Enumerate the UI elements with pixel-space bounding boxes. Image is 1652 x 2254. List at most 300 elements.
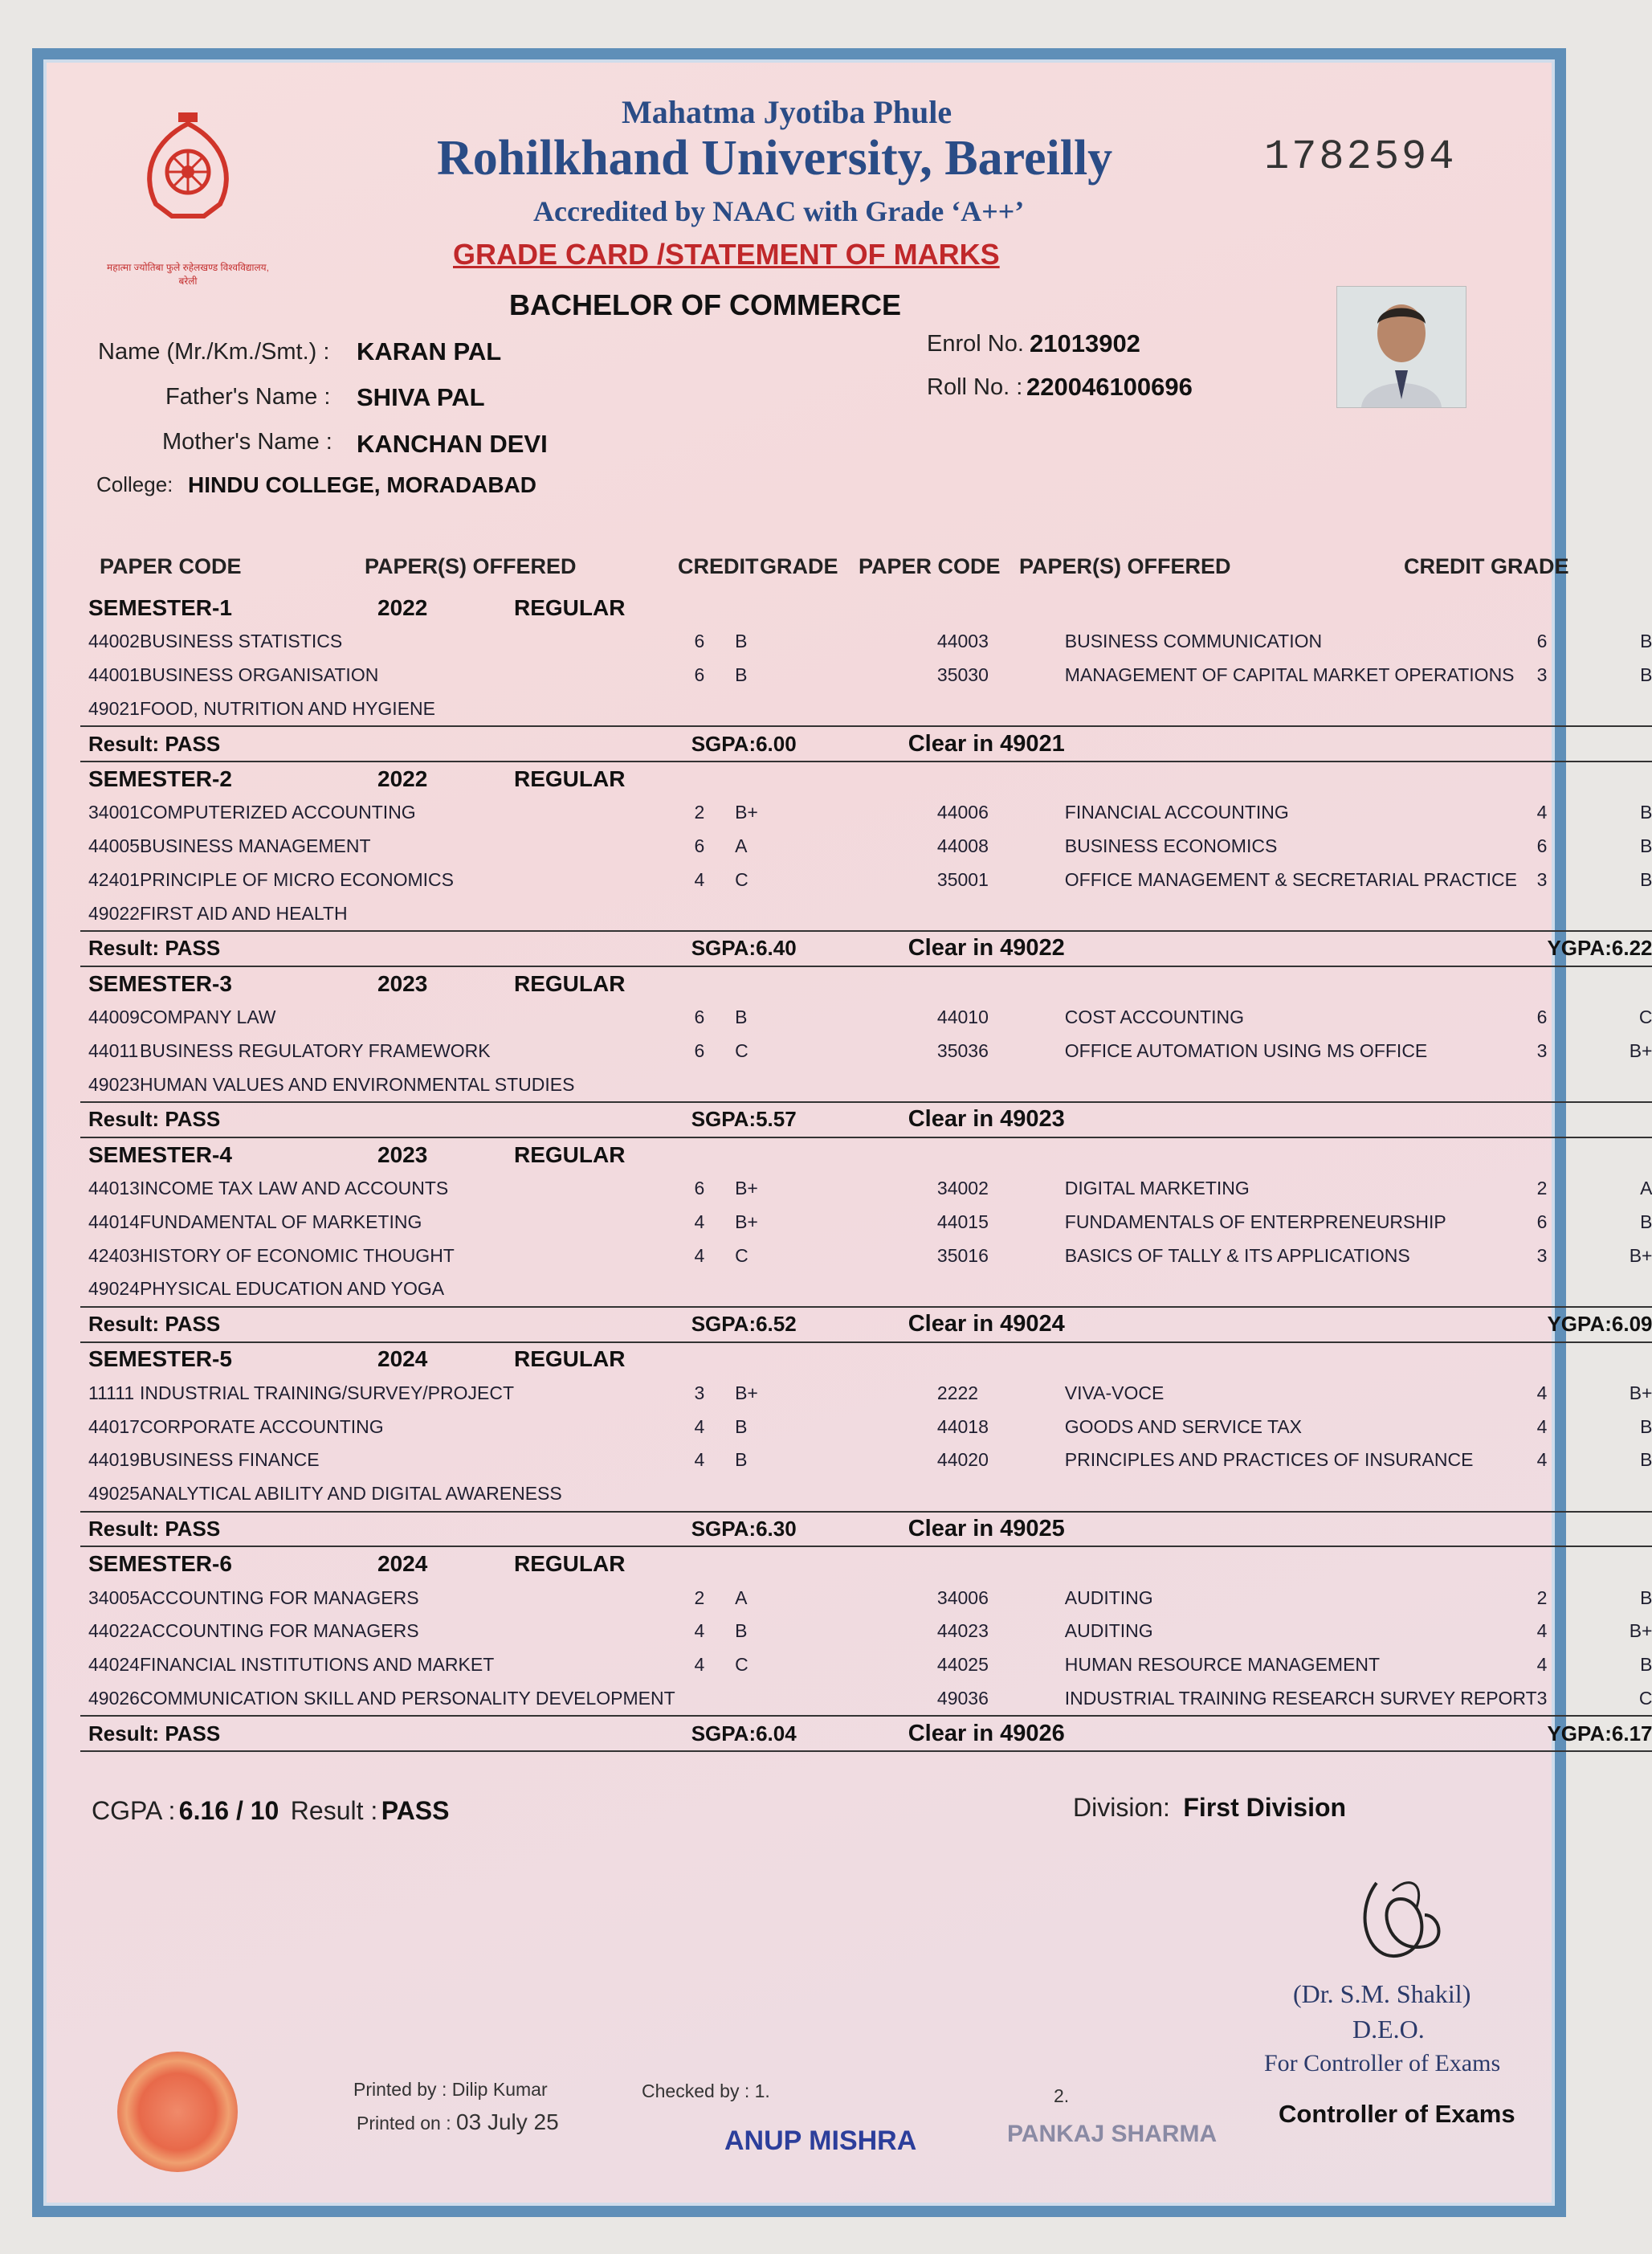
paper-name-2 [1065,1068,1537,1102]
paper-credit: 6 [694,1006,705,1027]
paper-grade-2: B+ [1629,1620,1652,1642]
serial-number: 1782594 [1264,133,1457,181]
university-name: Rohilkhand University, Bareilly [437,131,1113,186]
result-text: Result: PASS [80,1716,675,1751]
checker-2: PANKAJ SHARMA [1007,2121,1218,2147]
deo-for: For Controller of Exams [1264,2050,1501,2076]
paper-credit-2: 3 [1536,868,1548,890]
semester-result [80,931,1652,966]
university-seal [117,2052,238,2172]
paper-name: BUSINESS MANAGEMENT [139,835,371,856]
semester-header-filler [675,1137,1652,1172]
semester-header-filler [675,591,1652,625]
deo-title: D.E.O. [1352,2015,1425,2044]
semester-name [80,591,675,625]
name-label: Name (Mr./Km./Smt.) : [98,339,330,365]
result-label: Result : [290,1796,378,1825]
paper-row [80,1477,1652,1512]
result-text: Result: PASS [80,1307,675,1342]
paper-name: BUSINESS FINANCE [139,1449,320,1471]
college-name: HINDU COLLEGE, MORADABAD [188,472,536,497]
paper-row [80,1682,1652,1717]
paper-row [80,1581,1652,1615]
paper-grade-2 [1547,896,1652,931]
paper-name: CORPORATE ACCOUNTING [139,1415,384,1437]
checked-by: Checked by : 1. [642,2080,770,2101]
paper-credit-2 [1537,1068,1548,1102]
paper-grade-2: B [1640,1415,1652,1437]
paper-grade: B [735,664,748,685]
col-papers-offered-2: PAPER(S) OFFERED [1019,554,1231,578]
paper-name-2: DIGITAL MARKETING [1064,1177,1250,1198]
header-line1: Mahatma Jyotiba Phule [622,94,952,130]
cgpa-block [92,1796,449,1826]
roll-number: 220046100696 [1026,373,1193,401]
result-filler [1065,1102,1548,1137]
semester-name [80,1546,675,1581]
paper-name-2: VIVA-VOCE [1064,1382,1165,1403]
semester-result [80,1307,1652,1342]
semester-type: REGULAR [514,1551,626,1577]
paper-credit-2: 3 [1536,664,1548,685]
semester-name-text: SEMESTER-5 [88,1346,232,1372]
paper-grade-2: B [1640,1211,1652,1232]
paper-row [80,796,1652,830]
cgpa-label: CGPA : [92,1796,176,1825]
paper-code-2 [937,692,1065,726]
semester-name [80,1137,675,1172]
paper-code-2: 34002 [936,1177,989,1198]
paper-code: 44017 [88,1415,140,1437]
semester-name [80,966,675,1001]
ygpa-value [1547,1512,1652,1547]
paper-code-2: 44018 [936,1415,989,1437]
paper-grade-2: B [1640,664,1652,685]
paper-name: COMPANY LAW [139,1006,276,1027]
paper-grade-2: B [1640,631,1652,652]
semester-name-text: SEMESTER-2 [88,766,232,791]
paper-name-2: HUMAN RESOURCE MANAGEMENT [1064,1654,1381,1676]
paper-name-2: PRINCIPLES AND PRACTICES OF INSURANCE [1064,1449,1474,1471]
paper-credit: 4 [694,1654,705,1676]
clear-in: Clear in 49024 [908,1311,1065,1337]
col-credit-grade-2: CREDIT GRADE [1404,554,1569,578]
paper-grade-2: B+ [1629,1382,1652,1403]
paper-code: 44002 [88,631,140,652]
division-value: First Division [1183,1793,1347,1822]
paper-credit [675,1477,724,1512]
col-credit: CREDIT [678,554,759,578]
semester-name-text: SEMESTER-3 [88,970,232,996]
paper-credit-2: 6 [1536,631,1548,652]
clear-in: Clear in 49021 [908,730,1065,757]
paper-grade-2 [1547,692,1652,726]
sgpa-value: SGPA:6.52 [691,1312,797,1337]
semester-year: 2023 [377,970,428,996]
paper-code: 42401 [88,868,140,890]
paper-row [80,1376,1652,1410]
semester-result [80,1716,1652,1751]
paper-credit-2: 6 [1536,835,1548,856]
ygpa-value: YGPA:6.09 [1547,1307,1652,1342]
result-text: Result: PASS [80,1512,675,1547]
paper-row [80,692,1652,726]
paper-name-2: AUDITING [1064,1586,1153,1608]
paper-name-2: GOODS AND SERVICE TAX [1064,1415,1303,1437]
logo-caption: महात्मा ज्योतिबा फुले रुहेलखण्ड विश्वविद्यालय, बरेली [107,262,269,287]
checker-1: ANUP MISHRA [724,2125,917,2156]
final-result: PASS [381,1796,450,1825]
paper-name: ANALYTICAL ABILITY AND DIGITAL AWARENESS [139,1483,562,1505]
paper-code-2: 2222 [936,1382,979,1403]
paper-name-2: MANAGEMENT OF CAPITAL MARKET OPERATIONS [1064,664,1515,685]
paper-credit-2 [1537,1477,1548,1512]
paper-credit: 6 [694,631,705,652]
paper-grade-2: B [1640,868,1652,890]
sgpa-value: SGPA:6.04 [691,1721,797,1746]
paper-credit-2 [1537,1272,1548,1307]
paper-name: INCOME TAX LAW AND ACCOUNTS [139,1177,449,1198]
paper-code: 42403 [88,1244,140,1266]
sgpa-value: SGPA:6.00 [691,731,797,756]
result-filler [1065,1307,1548,1342]
paper-name: FINANCIAL INSTITUTIONS AND MARKET [139,1654,495,1676]
paper-credit [675,1068,724,1102]
paper-code: 49024 [88,1278,140,1300]
paper-code: 44013 [88,1177,140,1198]
paper-code-2: 44010 [936,1006,989,1027]
paper-code-2: 44015 [936,1211,989,1232]
paper-code: 34005 [88,1586,140,1608]
paper-code: 44005 [88,835,140,856]
result-text: Result: PASS [80,1102,675,1137]
paper-grade: B [735,1006,748,1027]
semester-header [80,762,1652,796]
paper-code-2: 44006 [936,802,989,823]
paper-grade: A [735,1586,748,1608]
paper-grade-2: C [1638,1687,1652,1709]
paper-name-2: BUSINESS ECONOMICS [1064,835,1278,856]
ygpa-value: YGPA:6.17 [1547,1716,1652,1751]
paper-name: ACCOUNTING FOR MANAGERS [139,1586,419,1608]
paper-name-2: INDUSTRIAL TRAINING RESEARCH SURVEY REPORT [1064,1687,1537,1709]
printed-by-label: Printed by [353,2079,437,2100]
result-filler [1065,726,1548,762]
paper-name: INDUSTRIAL TRAINING/SURVEY/PROJECT [139,1382,515,1403]
paper-code-2: 35001 [936,868,989,890]
printed-on-value: 03 July 25 [456,2109,559,2134]
paper-credit [675,896,724,931]
paper-credit [675,1272,724,1307]
paper-grade-2: A [1640,1177,1652,1198]
paper-grade-2: C [1638,1006,1652,1027]
paper-row [80,1443,1652,1477]
paper-grade-2: B [1640,1654,1652,1676]
semester-header [80,966,1652,1001]
semester-header [80,591,1652,625]
paper-credit-2: 4 [1536,1382,1548,1403]
paper-grade: B [735,631,748,652]
paper-grade: B+ [735,1382,758,1403]
semester-header [80,1546,1652,1581]
semester-name-text: SEMESTER-1 [88,594,232,620]
semester-header [80,1342,1652,1377]
semester-result [80,726,1652,762]
paper-name: COMPUTERIZED ACCOUNTING [139,802,416,823]
semester-type: REGULAR [514,1346,626,1372]
degree-title: BACHELOR OF COMMERCE [509,288,901,321]
paper-code: 44014 [88,1211,140,1232]
paper-name: HUMAN VALUES AND ENVIRONMENTAL STUDIES [139,1073,575,1095]
paper-credit: 2 [694,802,705,823]
paper-name: PRINCIPLE OF MICRO ECONOMICS [139,868,455,890]
enrol-label: Enrol No. [927,331,1024,357]
paper-row [80,1615,1652,1648]
paper-name-2: FUNDAMENTALS OF ENTERPRENEURSHIP [1064,1211,1446,1232]
semester-type: REGULAR [514,594,626,620]
paper-grade-2: B [1640,802,1652,823]
semester-type: REGULAR [514,766,626,791]
paper-grade: B+ [735,1211,758,1232]
paper-code-2: 35030 [936,664,989,685]
semester-header-filler [675,1546,1652,1581]
paper-grade [724,1477,937,1512]
paper-name-2: FINANCIAL ACCOUNTING [1064,802,1289,823]
paper-name-2 [1065,1272,1537,1307]
paper-row [80,1239,1652,1272]
paper-name: FIRST AID AND HEALTH [139,902,348,924]
paper-code-2: 49036 [936,1687,989,1709]
paper-grade-2 [1547,1068,1652,1102]
semester-year: 2024 [377,1551,428,1577]
paper-credit: 4 [694,1449,705,1471]
paper-grade-2: B+ [1629,1244,1652,1266]
semester-year: 2022 [377,594,428,620]
division-label: Division: [1073,1793,1170,1822]
paper-credit-2: 4 [1536,1415,1548,1437]
result-filler [1065,1512,1548,1547]
university-emblem-icon [124,108,252,260]
paper-credit-2: 2 [1536,1586,1548,1608]
paper-code-2 [937,896,1065,931]
paper-name: BUSINESS STATISTICS [139,631,343,652]
paper-code: 44011 [88,1039,139,1061]
paper-code-2: 35016 [936,1244,989,1266]
clear-in: Clear in 49025 [908,1515,1065,1541]
college-label: College: [96,472,173,496]
paper-row [80,1648,1652,1682]
paper-credit-2: 6 [1536,1006,1548,1027]
ygpa-value [1547,1102,1652,1137]
paper-grade-2: B [1640,835,1652,856]
student-name: KARAN PAL [357,337,502,365]
paper-credit-2 [1537,896,1548,931]
paper-name-2 [1065,896,1537,931]
paper-row [80,1001,1652,1035]
paper-credit: 4 [694,1244,705,1266]
paper-credit-2: 6 [1536,1211,1548,1232]
paper-credit: 4 [694,1620,705,1642]
paper-credit: 6 [694,1039,705,1061]
paper-credit: 4 [694,1415,705,1437]
paper-code-2: 35036 [936,1039,989,1061]
results-table [80,591,1652,1752]
paper-credit-2: 3 [1536,1687,1548,1709]
paper-grade [724,1272,937,1307]
paper-code: 44009 [88,1006,140,1027]
semester-name [80,762,675,796]
printed-by-value: : Dilip Kumar [441,2079,548,2100]
paper-credit: 4 [694,1211,705,1232]
card-title: GRADE CARD /STATEMENT OF MARKS [453,238,1000,271]
paper-row [80,659,1652,692]
paper-grade: C [735,868,748,890]
paper-grade: B [735,1415,748,1437]
semester-type: REGULAR [514,970,626,996]
paper-grade: C [735,1244,748,1266]
col-paper-code: PAPER CODE [100,554,242,578]
paper-name: HISTORY OF ECONOMIC THOUGHT [139,1244,455,1266]
paper-grade-2: B [1640,1449,1652,1471]
paper-credit: 6 [694,664,705,685]
paper-credit-2: 2 [1536,1177,1548,1198]
sgpa-cell [675,1512,1065,1547]
col-papers-offered: PAPER(S) OFFERED [365,554,577,578]
paper-row [80,1034,1652,1068]
paper-grade: B+ [735,802,758,823]
paper-name: FUNDAMENTAL OF MARKETING [139,1211,422,1232]
controller-of-exams: Controller of Exams [1279,2100,1515,2128]
sgpa-cell [675,726,1065,762]
paper-name: COMMUNICATION SKILL AND PERSONALITY DEVELOPMENT [139,1687,675,1709]
deo-signature [1344,1867,1465,1983]
paper-row [80,1272,1652,1307]
semester-header-filler [675,1342,1652,1377]
paper-grade [724,1068,937,1102]
printed-by [353,2079,548,2101]
col-grade: GRADE [760,554,838,578]
semester-name [80,1342,675,1377]
semester-year: 2024 [377,1346,428,1372]
paper-credit [675,692,724,726]
paper-credit [675,1682,724,1717]
paper-code-2: 44025 [936,1654,989,1676]
col-paper-code-2: PAPER CODE [859,554,1001,578]
paper-row [80,625,1652,659]
paper-grade-2: B [1640,1586,1652,1608]
clear-in: Clear in 49023 [908,1106,1065,1133]
sgpa-cell [675,931,1065,966]
paper-name-2: COST ACCOUNTING [1064,1006,1244,1027]
paper-code-2: 44008 [936,835,989,856]
ygpa-value [1547,726,1652,762]
paper-code-2: 44003 [936,631,989,652]
roll-label: Roll No. : [927,374,1023,400]
paper-code: 44024 [88,1654,140,1676]
paper-code-2 [937,1068,1065,1102]
paper-row [80,1205,1652,1239]
paper-row [80,863,1652,896]
paper-credit: 4 [694,868,705,890]
paper-credit: 6 [694,835,705,856]
paper-code: 49025 [88,1483,140,1505]
result-filler [1065,1716,1548,1751]
paper-code: 49026 [88,1687,140,1709]
paper-code: 44001 [88,664,140,685]
sgpa-value: SGPA:5.57 [691,1107,797,1132]
sgpa-cell [675,1307,1065,1342]
father-name: SHIVA PAL [357,383,485,411]
printed-on-label: Printed on : [357,2113,451,2134]
paper-name: PHYSICAL EDUCATION AND YOGA [139,1278,445,1300]
semester-header-filler [675,966,1652,1001]
paper-row [80,1410,1652,1443]
paper-name-2: BUSINESS COMMUNICATION [1064,631,1323,652]
cgpa-value: 6.16 / 10 [178,1796,279,1825]
enrol-number: 21013902 [1030,329,1140,357]
paper-code: 49022 [88,902,140,924]
paper-name: FOOD, NUTRITION AND HYGIENE [139,697,435,719]
sgpa-cell [675,1102,1065,1137]
paper-grade: C [735,1654,748,1676]
accreditation: Accredited by NAAC with Grade ‘A++’ [533,195,1025,227]
result-filler [1065,931,1548,966]
paper-code-2: 44023 [936,1620,989,1642]
paper-row [80,1068,1652,1102]
paper-code: 34001 [88,802,140,823]
printed-on [357,2109,559,2135]
paper-row [80,830,1652,864]
paper-code: 49023 [88,1073,140,1095]
paper-name-2: OFFICE AUTOMATION USING MS OFFICE [1064,1039,1428,1061]
clear-in: Clear in 49026 [908,1720,1065,1746]
semester-header [80,1137,1652,1172]
paper-grade-2 [1547,1272,1652,1307]
paper-code: 44019 [88,1449,140,1471]
sgpa-value: SGPA:6.40 [691,936,797,961]
result-text: Result: PASS [80,726,675,762]
semester-result [80,1512,1652,1547]
paper-name-2: BASICS OF TALLY & ITS APPLICATIONS [1064,1244,1410,1266]
paper-credit-2: 4 [1536,1620,1548,1642]
paper-row [80,1172,1652,1206]
paper-name-2: OFFICE MANAGEMENT & SECRETARIAL PRACTICE [1064,868,1517,890]
semester-name-text: SEMESTER-6 [88,1551,232,1577]
semester-name-text: SEMESTER-4 [88,1141,232,1167]
paper-grade: A [735,835,748,856]
paper-grade: B+ [735,1177,758,1198]
paper-name: BUSINESS ORGANISATION [139,664,379,685]
checker-2-number: 2. [1054,2085,1070,2106]
father-label: Father's Name : [165,384,331,410]
paper-grade: C [735,1039,748,1061]
paper-grade: B [735,1620,748,1642]
paper-credit-2: 3 [1536,1244,1548,1266]
paper-code-2 [937,1477,1065,1512]
paper-credit-2 [1537,692,1548,726]
paper-grade: B [735,1449,748,1471]
mother-name: KANCHAN DEVI [357,430,548,458]
clear-in: Clear in 49022 [908,935,1065,962]
paper-credit-2: 4 [1536,802,1548,823]
paper-name-2: AUDITING [1064,1620,1153,1642]
division-block [1073,1793,1346,1823]
grade-card [32,48,1652,2217]
paper-code-2 [937,1272,1065,1307]
paper-grade [724,1682,937,1717]
ygpa-value: YGPA:6.22 [1547,931,1652,966]
paper-name-2 [1065,692,1537,726]
